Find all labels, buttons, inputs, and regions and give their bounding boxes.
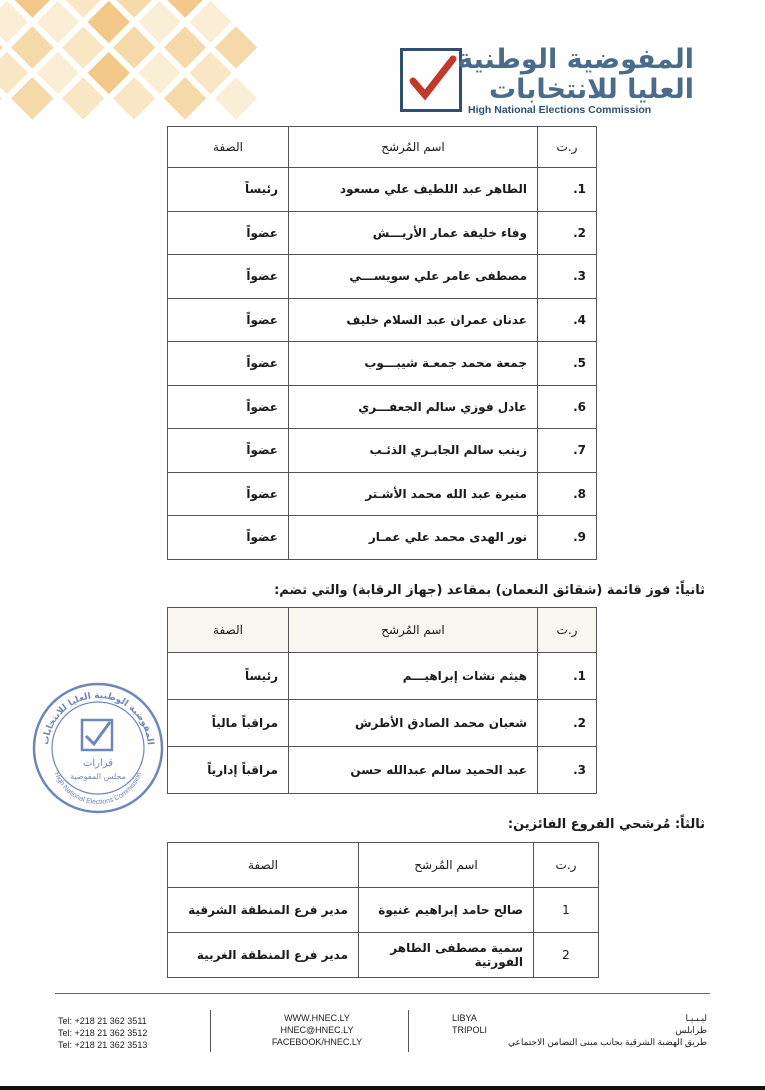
footer-phones <box>58 1015 147 1051</box>
checkbox-logo-icon <box>400 48 462 112</box>
row-name: منيرة عبد الله محمد الأشـتر <box>289 472 538 516</box>
row-role: عضواً <box>168 516 289 560</box>
row-name: وفاء خليفة عمار الأريـــش <box>289 211 538 255</box>
footer-city-en: TRIPOLI <box>452 1025 488 1035</box>
row-role: عضواً <box>168 342 289 386</box>
row-name: الطاهر عبد اللطيف علي مسعود <box>289 168 538 212</box>
row-name: زينب سالم الجابـري الذئـب <box>289 429 538 473</box>
row-role: مراقباً إدارياً <box>168 747 289 794</box>
table-row <box>168 888 599 933</box>
row-name: عبد الحميد سالم عبدالله حسن <box>289 747 538 794</box>
table-row <box>168 700 597 747</box>
header-num: ر.ت <box>534 843 599 888</box>
row-role: رئيساً <box>168 653 289 700</box>
logo-english: High National Elections Commission <box>468 104 652 116</box>
header-role: الصفة <box>168 608 289 653</box>
table-row <box>168 385 597 429</box>
table-row <box>168 933 599 978</box>
row-num: 2. <box>538 211 597 255</box>
logo-arabic-line1: المفوضية الوطنية <box>457 44 694 75</box>
table-header-row <box>168 608 597 653</box>
stamp-outer-text: المفوضية الوطنية العليا للانتخابات <box>40 690 155 746</box>
table-row <box>168 168 597 212</box>
row-role: عضواً <box>168 211 289 255</box>
footer-phone: Tel: +218 21 362 3512 <box>58 1028 148 1038</box>
footer-phone: Tel: +218 21 362 3513 <box>58 1040 148 1050</box>
footer-separator <box>408 1010 409 1052</box>
row-role: عضواً <box>168 472 289 516</box>
row-role: مدير فرع المنطقة الشرقية <box>168 888 359 933</box>
header-role: الصفة <box>168 127 289 168</box>
footer-phone: Tel: +218 21 362 3511 <box>58 1016 147 1026</box>
row-num: 9. <box>538 516 597 560</box>
footer-separator <box>210 1010 211 1052</box>
bottom-edge-bar <box>0 1086 765 1090</box>
row-role: عضواً <box>168 429 289 473</box>
row-role: رئيساً <box>168 168 289 212</box>
footer-facebook-link[interactable]: FACEBOOK/HNEC.LY <box>271 1037 363 1047</box>
row-name: نور الهدى محمد علي عمـار <box>289 516 538 560</box>
footer-email-link[interactable]: HNEC@HNEC.LY <box>280 1025 354 1035</box>
footer-city-ar: طرابلس <box>675 1025 707 1035</box>
stamp-center-text: قرارات <box>82 758 114 769</box>
footer-divider <box>55 993 710 994</box>
header-name: اسم المُرشح <box>359 843 534 888</box>
row-num: 2 <box>534 933 599 978</box>
row-name: عادل فوزي سالم الجعفـــري <box>289 385 538 429</box>
branches-table <box>167 842 599 978</box>
footer-address-en <box>452 1012 487 1036</box>
row-num: 1. <box>538 168 597 212</box>
stamp-inner-text: مجلس المفوضية <box>70 772 126 781</box>
official-stamp <box>30 680 166 816</box>
row-num: 4. <box>538 298 597 342</box>
stamp-checkbox-icon <box>82 720 112 750</box>
section2-heading: ثانياً: فوز قائمة (شقائق النعمان) بمقاعد (جهاز الرقابة) والتي تضم: <box>274 583 705 598</box>
stamp-english-text: High National Elections Commission <box>52 771 144 807</box>
footer-country-ar: ليـبـيـا <box>685 1013 707 1023</box>
footer-country-en: LIBYA <box>452 1013 477 1023</box>
row-num: 2. <box>538 700 597 747</box>
row-name: صالح حامد إبراهيم غنيوة <box>359 888 534 933</box>
row-num: 1. <box>538 653 597 700</box>
row-role: مدير فرع المنطقة الغربية <box>168 933 359 978</box>
footer-web <box>242 1012 392 1048</box>
board-members-table <box>167 126 597 560</box>
row-name: جمعة محمد جمعـة شيبـــوب <box>289 342 538 386</box>
row-name: سمية مصطفى الطاهر الفورتية <box>359 933 534 978</box>
header-name: اسم المُرشح <box>289 608 538 653</box>
header-role: الصفة <box>168 843 359 888</box>
table-header-row <box>168 843 599 888</box>
oversight-table <box>167 607 597 794</box>
row-num: 7. <box>538 429 597 473</box>
table-row <box>168 653 597 700</box>
row-name: مصطفى عامر علي سويســـي <box>289 255 538 299</box>
table-row <box>168 255 597 299</box>
section3-heading: ثالثاً: مُرشحي الفروع الفائزين: <box>507 817 705 832</box>
row-name: عدنان عمران عبد السلام خليف <box>289 298 538 342</box>
row-num: 3. <box>538 747 597 794</box>
row-role: عضواً <box>168 298 289 342</box>
row-num: 3. <box>538 255 597 299</box>
table-row <box>168 472 597 516</box>
row-num: 1 <box>534 888 599 933</box>
row-role: مراقباً مالياً <box>168 700 289 747</box>
logo-arabic-line2: العليا للانتخابات <box>488 74 694 105</box>
table-header-row <box>168 127 597 168</box>
row-role: عضواً <box>168 385 289 429</box>
table-row <box>168 211 597 255</box>
table-row <box>168 298 597 342</box>
header-num: ر.ت <box>538 608 597 653</box>
footer-address-ar <box>508 1012 707 1048</box>
header-num: ر.ت <box>538 127 597 168</box>
row-role: عضواً <box>168 255 289 299</box>
table-row <box>168 516 597 560</box>
hnec-logo <box>400 44 700 122</box>
table-row <box>168 342 597 386</box>
row-name: شعبان محمد الصادق الأطرش <box>289 700 538 747</box>
row-num: 6. <box>538 385 597 429</box>
table-row <box>168 429 597 473</box>
row-num: 8. <box>538 472 597 516</box>
row-name: هيثم نشات إبراهيـــم <box>289 653 538 700</box>
table-row <box>168 747 597 794</box>
row-num: 5. <box>538 342 597 386</box>
header-name: اسم المُرشح <box>289 127 538 168</box>
footer-street-ar: طريق الهضبة الشرقية بجانب مبنى التضامن الاجتماعي <box>507 1037 707 1047</box>
footer-website-link[interactable]: WWW.HNEC.LY <box>284 1013 350 1023</box>
